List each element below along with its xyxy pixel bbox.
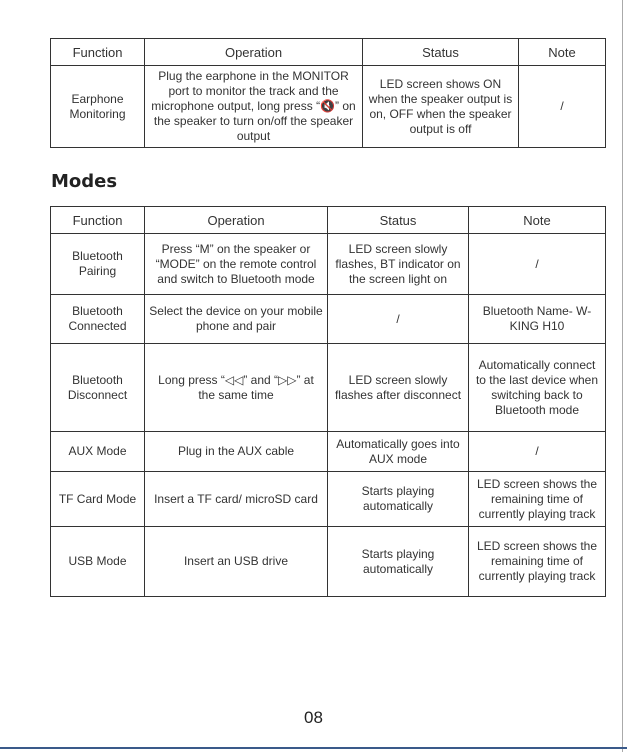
cell-status: Starts playing automatically bbox=[328, 527, 469, 597]
cell-status: LED screen shows ON when the speaker output is on, OFF when the speaker output is off bbox=[363, 66, 519, 148]
header-function: Function bbox=[51, 207, 145, 234]
cell-operation: Press “M” on the speaker or “MODE” on the remote control and switch to Bluetooth mode bbox=[145, 234, 328, 295]
cell-function: AUX Mode bbox=[51, 432, 145, 472]
table-header-row bbox=[51, 39, 606, 66]
cell-status: Starts playing automatically bbox=[328, 472, 469, 527]
table-row bbox=[51, 295, 606, 344]
cell-status: LED screen slowly flashes, BT indicator on the screen light on bbox=[328, 234, 469, 295]
cell-operation: Plug the earphone in the MONITOR port to monitor the track and the microphone output, long press “🔇” on the speaker to turn on/off the speaker output bbox=[145, 66, 363, 148]
table-row bbox=[51, 66, 606, 148]
cell-function: Bluetooth Disconnect bbox=[51, 344, 145, 432]
cell-status: LED screen slowly flashes after disconnect bbox=[328, 344, 469, 432]
cell-note: Automatically connect to the last device when switching back to Bluetooth mode bbox=[469, 344, 606, 432]
header-status: Status bbox=[363, 39, 519, 66]
header-status: Status bbox=[328, 207, 469, 234]
cell-note: / bbox=[469, 234, 606, 295]
cell-operation: Insert a TF card/ microSD card bbox=[145, 472, 328, 527]
table-row bbox=[51, 234, 606, 295]
cell-function: USB Mode bbox=[51, 527, 145, 597]
cell-function: Bluetooth Pairing bbox=[51, 234, 145, 295]
cell-note: / bbox=[469, 432, 606, 472]
page-edge-line bbox=[622, 0, 623, 752]
cell-operation: Long press “◁◁” and “▷▷” at the same time bbox=[145, 344, 328, 432]
table-header-row bbox=[51, 207, 606, 234]
table-row bbox=[51, 527, 606, 597]
cell-status: / bbox=[328, 295, 469, 344]
cell-function: Bluetooth Connected bbox=[51, 295, 145, 344]
header-note: Note bbox=[519, 39, 606, 66]
header-note: Note bbox=[469, 207, 606, 234]
bottom-border-line bbox=[0, 747, 627, 749]
header-operation: Operation bbox=[145, 207, 328, 234]
cell-operation: Insert an USB drive bbox=[145, 527, 328, 597]
cell-operation: Select the device on your mobile phone and pair bbox=[145, 295, 328, 344]
earphone-table bbox=[50, 38, 606, 148]
cell-note: LED screen shows the remaining time of currently playing track bbox=[469, 527, 606, 597]
cell-operation: Plug in the AUX cable bbox=[145, 432, 328, 472]
table-row bbox=[51, 472, 606, 527]
table-row bbox=[51, 344, 606, 432]
cell-function: Earphone Monitoring bbox=[51, 66, 145, 148]
header-function: Function bbox=[51, 39, 145, 66]
modes-table bbox=[50, 206, 606, 597]
page-number: 08 bbox=[304, 708, 323, 727]
cell-note: Bluetooth Name- W-KING H10 bbox=[469, 295, 606, 344]
table-row bbox=[51, 432, 606, 472]
cell-function: TF Card Mode bbox=[51, 472, 145, 527]
cell-note: / bbox=[519, 66, 606, 148]
cell-status: Automatically goes into AUX mode bbox=[328, 432, 469, 472]
cell-note: LED screen shows the remaining time of currently playing track bbox=[469, 472, 606, 527]
header-operation: Operation bbox=[145, 39, 363, 66]
section-title: Modes bbox=[51, 171, 118, 192]
